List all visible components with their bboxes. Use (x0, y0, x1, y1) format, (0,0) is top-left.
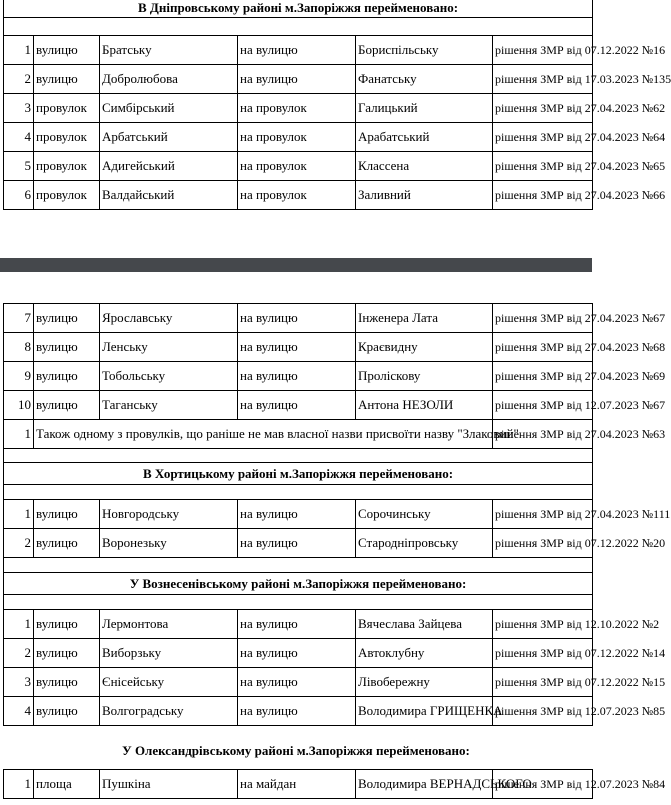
decision-cell: рішення ЗМР від 27.04.2023 №67 (493, 304, 593, 333)
old-street-type: провулок (34, 180, 100, 209)
spacer-row (4, 17, 593, 35)
old-street-name: Ярославську (100, 304, 238, 333)
old-street-type: вулицю (34, 529, 100, 558)
row-number: 2 (4, 639, 34, 668)
new-street-name: Володимира ГРИЩЕНКА (356, 697, 493, 726)
old-street-type: вулицю (34, 304, 100, 333)
row-number: 5 (4, 151, 34, 180)
table-row (4, 35, 593, 64)
old-street-name: Тобольську (100, 362, 238, 391)
table-row (4, 500, 593, 529)
new-street-type: на вулицю (238, 500, 356, 529)
decision-cell: рішення ЗМР від 12.07.2023 №84 (493, 770, 593, 799)
new-street-name: Вячеслава Зайцева (356, 610, 493, 639)
new-street-type: на провулок (238, 122, 356, 151)
decision-cell: рішення ЗМР від 27.04.2023 №111 (493, 500, 593, 529)
old-street-name: Адигейський (100, 151, 238, 180)
spacer-row (4, 485, 593, 500)
new-street-type: на вулицю (238, 35, 356, 64)
decision-cell: рішення ЗМР від 27.04.2023 №62 (493, 93, 593, 122)
old-street-type: вулицю (34, 333, 100, 362)
new-street-name: Інженера Лата (356, 304, 493, 333)
spacer-row (4, 449, 593, 463)
table-row (4, 122, 593, 151)
table-row (4, 391, 593, 420)
new-street-name: Антона НЕЗОЛИ (356, 391, 493, 420)
new-street-name: Фанатську (356, 64, 493, 93)
page-gap (0, 258, 592, 272)
decision-cell: рішення ЗМР від 27.04.2023 №66 (493, 180, 593, 209)
decision-cell: рішення ЗМР від 07.12.2022 №20 (493, 529, 593, 558)
oleksandrivka-table (3, 769, 666, 799)
old-street-name: Валдайський (100, 180, 238, 209)
new-street-type: на вулицю (238, 304, 356, 333)
row-number: 1 (4, 420, 34, 449)
decision-cell: рішення ЗМР від 27.04.2023 №63 (493, 420, 593, 449)
row-number: 4 (4, 122, 34, 151)
row-number: 1 (4, 35, 34, 64)
new-street-type: на вулицю (238, 668, 356, 697)
table-row (4, 304, 593, 333)
new-street-type: на вулицю (238, 639, 356, 668)
new-street-name: Арабатський (356, 122, 493, 151)
new-street-type: на провулок (238, 151, 356, 180)
old-street-name: Братську (100, 35, 238, 64)
table-row (4, 151, 593, 180)
table-row (4, 180, 593, 209)
row-number: 1 (4, 770, 34, 799)
new-street-type: на вулицю (238, 610, 356, 639)
decision-cell: рішення ЗМР від 12.07.2023 №85 (493, 697, 593, 726)
row-number: 2 (4, 529, 34, 558)
new-street-type: на вулицю (238, 529, 356, 558)
section-title-dnipro: В Дніпровському районі м.Запоріжжя перейменовано: (4, 0, 593, 17)
section-title-voznesenivka: У Вознесенівському районі м.Запоріжжя перейменовано: (4, 573, 593, 595)
document-page-1 (0, 0, 671, 258)
new-street-name: Заливний (356, 180, 493, 209)
row-number: 1 (4, 500, 34, 529)
old-street-name: Добролюбова (100, 64, 238, 93)
old-street-type: вулицю (34, 639, 100, 668)
old-street-name: Ленську (100, 333, 238, 362)
table-row (4, 64, 593, 93)
decision-cell: рішення ЗМР від 07.12.2022 №16 (493, 35, 593, 64)
decision-cell: рішення ЗМР від 27.04.2023 №65 (493, 151, 593, 180)
row-number: 6 (4, 180, 34, 209)
new-street-type: на провулок (238, 180, 356, 209)
decision-cell: рішення ЗМР від 12.10.2022 №2 (493, 610, 593, 639)
old-street-type: вулицю (34, 391, 100, 420)
spacer-row (4, 558, 593, 573)
decision-cell: рішення ЗМР від 12.07.2023 №67 (493, 391, 593, 420)
new-street-type: на вулицю (238, 362, 356, 391)
table-row (4, 697, 593, 726)
row-number: 1 (4, 610, 34, 639)
old-street-name: Лермонтова (100, 610, 238, 639)
table-row (4, 333, 593, 362)
new-street-name: Лівобережну (356, 668, 493, 697)
dnipro-table (3, 0, 671, 210)
table-row (4, 529, 593, 558)
old-street-name: Воронезьку (100, 529, 238, 558)
row-number: 3 (4, 668, 34, 697)
row-number: 9 (4, 362, 34, 391)
new-street-name: Бориспільську (356, 35, 493, 64)
new-street-name: Проліскову (356, 362, 493, 391)
new-street-name: Сорочинську (356, 500, 493, 529)
table-row-extra (4, 420, 593, 449)
new-street-type: на вулицю (238, 697, 356, 726)
old-street-type: площа (34, 770, 100, 799)
row-number: 2 (4, 64, 34, 93)
old-street-name: Арбатський (100, 122, 238, 151)
decision-cell: рішення ЗМР від 17.03.2023 №135 (493, 64, 593, 93)
renaming-table-continued (3, 303, 671, 726)
old-street-type: вулицю (34, 610, 100, 639)
section-title-oleksandrivka: У Олександрівському районі м.Запоріжжя перейменовано: (122, 743, 470, 758)
new-street-name: Володимира ВЕРНАДСЬКОГО (356, 770, 493, 799)
table-row (4, 93, 593, 122)
row-number: 3 (4, 93, 34, 122)
table-row (4, 639, 593, 668)
old-street-type: вулицю (34, 697, 100, 726)
old-street-name: Виборзьку (100, 639, 238, 668)
old-street-type: провулок (34, 122, 100, 151)
row-number: 4 (4, 697, 34, 726)
old-street-name: Пушкіна (100, 770, 238, 799)
new-street-name: Классена (356, 151, 493, 180)
new-street-name: Галицький (356, 93, 493, 122)
section-title-khortytsia: В Хортицькому районі м.Запоріжжя перейменовано: (4, 463, 593, 485)
old-street-type: вулицю (34, 500, 100, 529)
row-number: 10 (4, 391, 34, 420)
row-number: 8 (4, 333, 34, 362)
extra-naming-text: Також одному з провулків, що раніше не мав власної назви присвоїти назву "Злаковий" (34, 420, 493, 449)
decision-cell: рішення ЗМР від 27.04.2023 №68 (493, 333, 593, 362)
decision-cell: рішення ЗМР від 07.12.2022 №15 (493, 668, 593, 697)
table-row (4, 610, 593, 639)
old-street-type: провулок (34, 151, 100, 180)
new-street-type: на вулицю (238, 64, 356, 93)
table-row (4, 770, 593, 799)
new-street-type: на майдан (238, 770, 356, 799)
old-street-type: вулицю (34, 64, 100, 93)
decision-cell: рішення ЗМР від 27.04.2023 №69 (493, 362, 593, 391)
new-street-name: Стародніпровську (356, 529, 493, 558)
old-street-name: Симбірський (100, 93, 238, 122)
decision-cell: рішення ЗМР від 27.04.2023 №64 (493, 122, 593, 151)
old-street-name: Таганську (100, 391, 238, 420)
old-street-type: вулицю (34, 668, 100, 697)
new-street-type: на провулок (238, 93, 356, 122)
old-street-type: вулицю (34, 35, 100, 64)
document-page-2 (0, 272, 671, 805)
old-street-type: провулок (34, 93, 100, 122)
table-row (4, 668, 593, 697)
new-street-name: Автоклубну (356, 639, 493, 668)
old-street-name: Волгоградську (100, 697, 238, 726)
new-street-type: на вулицю (238, 391, 356, 420)
new-street-type: на вулицю (238, 333, 356, 362)
old-street-name: Єнісейську (100, 668, 238, 697)
decision-cell: рішення ЗМР від 07.12.2022 №14 (493, 639, 593, 668)
spacer-row (4, 595, 593, 610)
new-street-name: Краєвидну (356, 333, 493, 362)
row-number: 7 (4, 304, 34, 333)
old-street-type: вулицю (34, 362, 100, 391)
old-street-name: Новгородську (100, 500, 238, 529)
table-row (4, 362, 593, 391)
